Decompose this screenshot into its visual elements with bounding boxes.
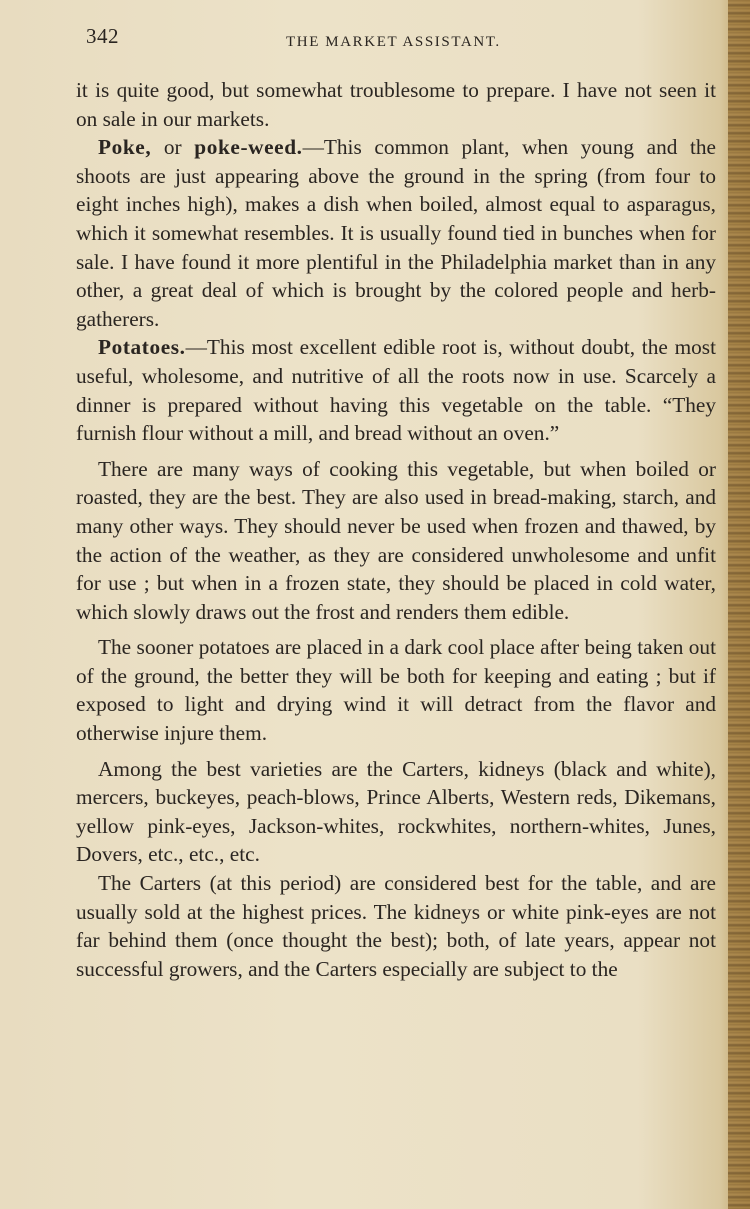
page-edge (728, 0, 750, 1209)
entry-text-poke: —This common plant, when young and the shoots are just appearing above the ground in the spring (from four to eight inches high), makes a dish when boiled, almost equal to asparagus, which it somewhat resembles. It is usually found tied in bunches when for sale. I have found it more plentiful in the Philadelphia market than in any other, a great deal of which is brought by the colored people and herb-gatherers. (76, 135, 716, 331)
entry-text-potatoes: —This most excellent edible root is, without doubt, the most useful, wholesome, and nutritive of all the roots now in use. Scarcely a dinner is prepared without having this vegetable on the table. “They furnish flour without a mill, and bread without an oven.” (76, 335, 716, 446)
entry-term-connector: or (151, 135, 195, 160)
page-header (86, 24, 710, 54)
entry-term-poke: Poke, (98, 135, 152, 160)
paragraph-varieties: Among the best varieties are the Carters, kidneys (black and white), mercers, buckeyes, peach-blows, Prince Alberts, Western reds, Dikemans, yellow pink-eyes, Jackson-whites, rockwhites, northern-whites, Junes, Dovers, etc., etc., etc. (76, 756, 716, 867)
entry-term-potatoes: Potatoes. (98, 335, 186, 360)
paragraph-carters: The Carters (at this period) are considered best for the table, and are usually sold at the highest prices. The kidneys or white pink-eyes are not far behind them (once thought the best); both, of late years, appear not successful growers, and the Carters especially are subject to the (76, 871, 716, 981)
entry-term-poke-weed: poke-weed. (194, 135, 303, 160)
paragraph-cooking: There are many ways of cooking this vegetable, but when boiled or roasted, they are the best. They are also used in bread-making, starch, and many other ways. They should never be used when frozen and thawed, by the action of the weather, as they are considered unwholesome and unfit for use ; but when in a frozen state, they should be placed in cold water, which slowly draws out the frost and renders them edible. (76, 456, 716, 624)
paragraph-continuation: it is quite good, but somewhat troublesome to prepare. I have not seen it on sale in our markets. (76, 78, 716, 131)
body-text (76, 76, 716, 983)
paragraph-storage: The sooner potatoes are placed in a dark cool place after being taken out of the ground, the better they will be both for keeping and eating ; but if exposed to light and drying wind it will detract from the flavor and otherwise injure them. (76, 635, 716, 746)
running-title: THE MARKET ASSISTANT. (286, 34, 501, 50)
page-number: 342 (86, 24, 119, 48)
paragraph-poke (76, 133, 716, 333)
paragraph-potatoes (76, 333, 716, 447)
